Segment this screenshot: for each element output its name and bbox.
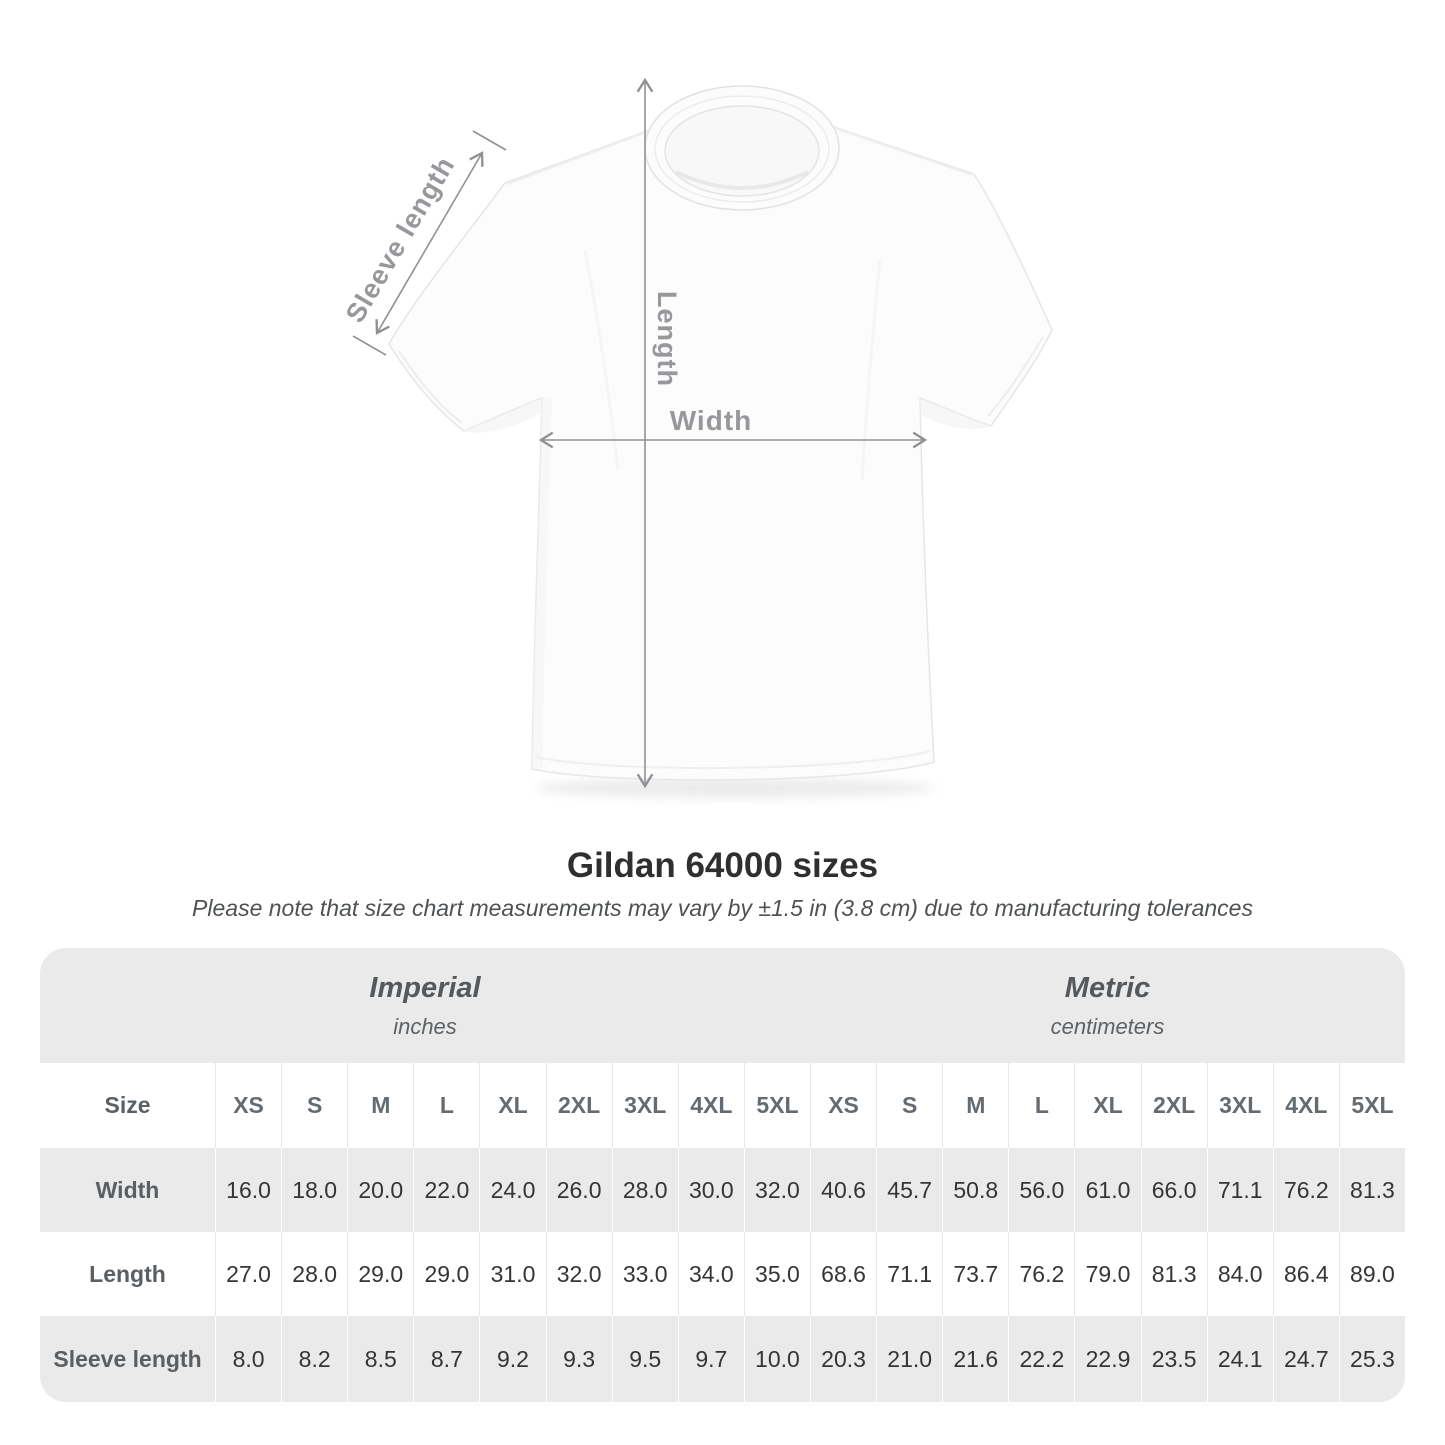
size-header: 4XL: [1273, 1063, 1339, 1148]
size-header: XS: [215, 1063, 281, 1148]
sleeve-metric-value: 21.0: [876, 1316, 942, 1402]
width-metric-value: 40.6: [810, 1148, 876, 1232]
sleeve-imperial-value: 9.7: [678, 1316, 744, 1402]
page-subtitle: Please note that size chart measurements may vary by ±1.5 in (3.8 cm) due to manufacturing tolerances: [192, 895, 1253, 921]
length-imperial-value: 33.0: [612, 1232, 678, 1316]
sleeve-metric-value: 20.3: [810, 1316, 876, 1402]
sleeve-metric-value: 25.3: [1339, 1316, 1405, 1402]
size-header: 2XL: [1141, 1063, 1207, 1148]
size-header: 2XL: [546, 1063, 612, 1148]
sleeve-metric-value: 24.1: [1207, 1316, 1273, 1402]
imperial-group-header: [40, 948, 810, 1063]
metric-unit: centimeters: [1050, 1013, 1165, 1039]
size-header: S: [281, 1063, 347, 1148]
length-imperial-value: 34.0: [678, 1232, 744, 1316]
size-header: L: [413, 1063, 479, 1148]
size-header: 3XL: [612, 1063, 678, 1148]
length-metric-value: 81.3: [1141, 1232, 1207, 1316]
collar: [645, 86, 839, 210]
length-imperial-value: 31.0: [479, 1232, 545, 1316]
size-header: 5XL: [744, 1063, 810, 1148]
size-header: S: [876, 1063, 942, 1148]
length-metric-value: 86.4: [1273, 1232, 1339, 1316]
width-metric-value: 50.8: [942, 1148, 1008, 1232]
length-metric-value: 89.0: [1339, 1232, 1405, 1316]
sleeve-imperial-value: 8.2: [281, 1316, 347, 1402]
width-metric-value: 76.2: [1273, 1148, 1339, 1232]
width-metric-value: 61.0: [1074, 1148, 1140, 1232]
length-metric-value: 79.0: [1074, 1232, 1140, 1316]
sleeve-metric-value: 22.9: [1074, 1316, 1140, 1402]
sleeve-metric-value: 24.7: [1273, 1316, 1339, 1402]
shirt-shadow: [535, 778, 935, 798]
sleeve-arrow-start-tick: [353, 336, 386, 355]
length-imperial-value: 28.0: [281, 1232, 347, 1316]
sleeve-metric-value: 21.6: [942, 1316, 1008, 1402]
row-label-width: Width: [40, 1148, 215, 1232]
sleeve-imperial-value: 8.5: [347, 1316, 413, 1402]
length-imperial-value: 27.0: [215, 1232, 281, 1316]
width-imperial-value: 24.0: [479, 1148, 545, 1232]
size-header: L: [1008, 1063, 1074, 1148]
length-metric-value: 68.6: [810, 1232, 876, 1316]
width-imperial-value: 20.0: [347, 1148, 413, 1232]
row-label-length: Length: [89, 1260, 166, 1287]
size-header: M: [942, 1063, 1008, 1148]
width-metric-value: 81.3: [1339, 1148, 1405, 1232]
size-header: 5XL: [1339, 1063, 1405, 1148]
length-metric-value: 71.1: [876, 1232, 942, 1316]
row-label-sleeve-length: Sleeve length: [40, 1316, 215, 1402]
length-imperial-value: 29.0: [413, 1232, 479, 1316]
size-header: XL: [479, 1063, 545, 1148]
length-label: Length: [652, 291, 682, 387]
sleeve-arrow-end-tick: [473, 131, 506, 150]
width-metric-value: 45.7: [876, 1148, 942, 1232]
sleeve-imperial-value: 8.7: [413, 1316, 479, 1402]
length-metric-value: 76.2: [1008, 1232, 1074, 1316]
width-imperial-value: 32.0: [744, 1148, 810, 1232]
size-chart-table: [40, 948, 1405, 1402]
length-metric-value: 84.0: [1207, 1232, 1273, 1316]
size-header: 4XL: [678, 1063, 744, 1148]
sleeve-metric-value: 22.2: [1008, 1316, 1074, 1402]
width-imperial-value: 30.0: [678, 1148, 744, 1232]
length-imperial-value: 29.0: [347, 1232, 413, 1316]
sleeve-imperial-value: 9.3: [546, 1316, 612, 1402]
size-header: 3XL: [1207, 1063, 1273, 1148]
width-imperial-value: 22.0: [413, 1148, 479, 1232]
length-metric-value: 73.7: [942, 1232, 1008, 1316]
width-imperial-value: 18.0: [281, 1148, 347, 1232]
sleeve-metric-value: 23.5: [1141, 1316, 1207, 1402]
sleeve-length-label: Sleeve length: [339, 151, 461, 328]
metric-group-header: [810, 948, 1405, 1063]
length-imperial-value: 32.0: [546, 1232, 612, 1316]
width-imperial-value: 28.0: [612, 1148, 678, 1232]
sleeve-imperial-value: 8.0: [215, 1316, 281, 1402]
width-metric-value: 66.0: [1141, 1148, 1207, 1232]
size-corner-label: Size: [104, 1092, 151, 1118]
width-label: Width: [669, 405, 753, 436]
imperial-unit: inches: [393, 1013, 457, 1039]
size-header: XS: [810, 1063, 876, 1148]
length-imperial-value: 35.0: [744, 1232, 810, 1316]
sleeve-imperial-value: 9.2: [479, 1316, 545, 1402]
metric-label: Metric: [1064, 971, 1151, 1004]
sleeve-imperial-value: 9.5: [612, 1316, 678, 1402]
size-header: XL: [1074, 1063, 1140, 1148]
width-metric-value: 56.0: [1008, 1148, 1074, 1232]
size-header: M: [347, 1063, 413, 1148]
sleeve-imperial-value: 10.0: [744, 1316, 810, 1402]
page-title: Gildan 64000 sizes: [566, 846, 879, 885]
width-imperial-value: 16.0: [215, 1148, 281, 1232]
width-imperial-value: 26.0: [546, 1148, 612, 1232]
width-metric-value: 71.1: [1207, 1148, 1273, 1232]
imperial-label: Imperial: [369, 971, 481, 1004]
